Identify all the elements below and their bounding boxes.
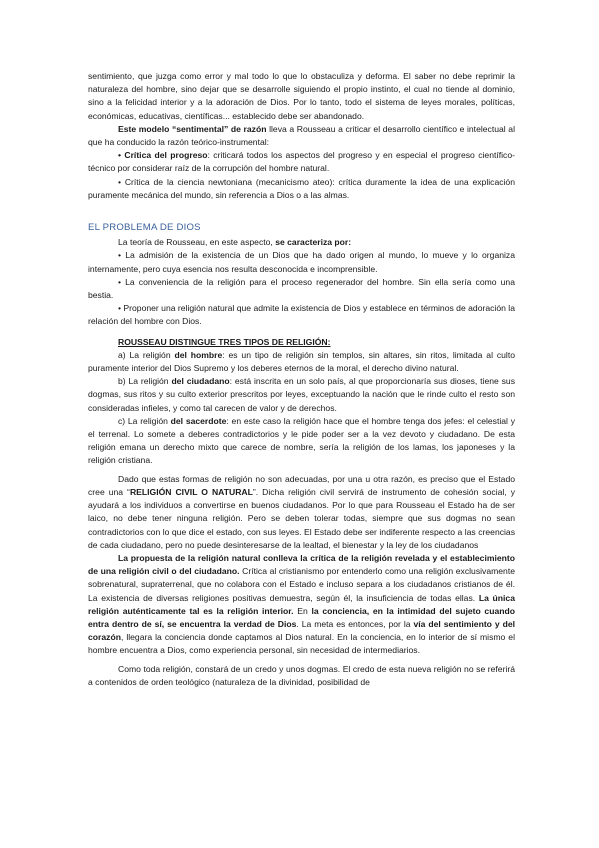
model-paragraph xyxy=(88,123,515,149)
bullet-progreso-text: : criticará todos los aspectos del progreso y en especial el progreso científico-técnico por considerar raíz de la corrupción del hombre natural. xyxy=(88,150,515,174)
bullet-progreso xyxy=(88,149,515,175)
type-a-bold: del hombre xyxy=(174,349,223,360)
civil-religion-paragraph xyxy=(88,473,515,552)
bullet-dios-3: • Proponer una religión natural que admite la existencia de Dios y establece en términos de adoración la relación del hombre con Dios. xyxy=(88,303,515,327)
bullet-dios-2: • La conveniencia de la religión para el proceso regenerador del hombre. Sin ella sería como una bestia. xyxy=(88,276,515,301)
bullet-ciencia: • Crítica de la ciencia newtoniana (mecanicismo ateo): crítica duramente la idea de una explicación puramente mecánica del mundo, sin referencia a Dios o a las almas. xyxy=(88,176,515,200)
religion-type-a xyxy=(88,349,515,375)
religion-type-c xyxy=(88,415,515,468)
proposal-bold-1: La propuesta de la religión natural conlleva la crítica de la religión revelada y el establecimiento de una religión civil o del ciudadano. xyxy=(88,552,515,577)
model-text: lleva a Rousseau a criticar el desarrollo científico e intelectual al que ha conducido la razón teórico-instrumental: xyxy=(88,123,515,148)
religion-type-b xyxy=(88,375,515,415)
model-bold: Este modelo “sentimental” de razón xyxy=(118,123,267,134)
credo-paragraph: Como toda religión, constará de un credo y unos dogmas. El credo de esta nueva religión no se referirá a contenidos de orden teológico (naturaleza de la divinidad, posibilidad de xyxy=(88,663,515,687)
proposal-text-b: En xyxy=(293,605,312,616)
proposal-text-a: Crítica al cristianismo por entenderlo como una religión exclusivamente sobrenatural, supraterrenal, que no colabora con el Estado e incluso separa a los ciudadanos cristianos de él. La existencia de diversas religiones positivas demuestra, según él, la insuficiencia de todas ellas. xyxy=(88,566,515,603)
section-lead-bold: se caracteriza por: xyxy=(275,237,352,248)
section-heading: EL PROBLEMA DE DIOS xyxy=(88,222,201,234)
type-c-prefix: c) La religión xyxy=(118,415,171,426)
proposal-text-c: . La meta es entonces, por la xyxy=(296,618,414,629)
type-c-text: : en este caso la religión hace que el hombre tenga dos jefes: el celestial y el terrenal. Lo somete a deberes contradictorios y le pide poder ser a la vez devoto y ciudadano. De esta religión emana un derecho mixto que carece de nombre, sería la religión de los lamas, los japoneses y la religión cristiana. xyxy=(88,415,516,466)
type-a-text: : es un tipo de religión sin templos, sin altares, sin ritos, limitada al culto puramente interior del Dios Supremo y los deberes eternos de la moral, el derecho divino natural. xyxy=(88,349,515,374)
bullet-progreso-bold: • Crítica del progreso xyxy=(118,150,208,161)
type-b-text: : está inscrita en un solo país, al que proporcionaría sus dioses, tiene sus dogmas, sus ritos y su culto exterior prescritos por leyes, exceptuando la nación que le rinde culto el resto son consideradas infieles, y como tal carecen de valor y de derechos. xyxy=(88,376,515,413)
civil-text-a: Dado que estas formas de religión no son adecuadas, por una u otra razón, es preciso que el Estado cree una “ xyxy=(88,473,515,497)
intro-paragraph: sentimiento, que juzga como error y mal todo lo que lo obstaculiza y deforma. El saber no debe reprimir la naturaleza del hombre, sino dejar que se desarrolle siguiendo el propio instinto, el cual no tiende al dominio, sino a la felicidad interior y a la adoración de Dios. Por lo tanto, todo el sistema de leyes morales, políticas, económicas, educativas, científicas... establecido debe ser abandonado. xyxy=(88,71,515,121)
section-lead xyxy=(88,236,515,249)
religion-types-heading: ROUSSEAU DISTINGUE TRES TIPOS DE RELIGIÓN: xyxy=(118,336,331,347)
proposal-text-d: , llegara la conciencia donde captamos al Dios natural. En la conciencia, en lo interior de sí mismo el hombre encuentra a Dios, como experiencia personal, sin necesidad de intermediarios. xyxy=(88,632,515,656)
proposal-bold-4: vía del sentimiento y del corazón xyxy=(88,618,516,643)
type-a-prefix: a) La religión xyxy=(118,349,175,360)
proposal-bold-2: La única religión auténticamente tal es la religión interior. xyxy=(88,592,515,616)
proposal-bold-3: la conciencia, en la intimidad del sujeto cuando entra dentro de sí, se encuentra la verdad de Dios xyxy=(88,605,515,629)
civil-text-b: ”. Dicha religión civil servirá de instrumento de cohesión social, y ayudará a los individuos a convertirse en buenos ciudadanos. Por lo que para Rousseau el Estado ha de ser laico, no debe tener ninguna religión. Pero se deben tolerar todas, siempre que sus dogmas no sean contradictorios con lo que dice el estado, con sus leyes. El Estado debe ser indiferente respecto a las creencias de cada ciudadano, pero no puede desinteresarse de la lealtad, el bienestar y la ley de los ciudadanos xyxy=(88,486,516,550)
bullet-dios-1: • La admisión de la existencia de un Dios que ha dado origen al mundo, lo mueve y lo organiza internamente, pero cuya esencia nos resulta desconocida e incomprensible. xyxy=(88,250,515,274)
civil-bold: RELIGIÓN CIVIL O NATURAL xyxy=(129,486,253,497)
type-c-bold: del sacerdote xyxy=(170,415,227,426)
section-lead-text: La teoría de Rousseau, en este aspecto, xyxy=(118,237,276,248)
type-b-prefix: b) La religión xyxy=(118,376,172,387)
type-b-bold: del ciudadano xyxy=(171,376,230,387)
proposal-paragraph xyxy=(88,552,515,658)
